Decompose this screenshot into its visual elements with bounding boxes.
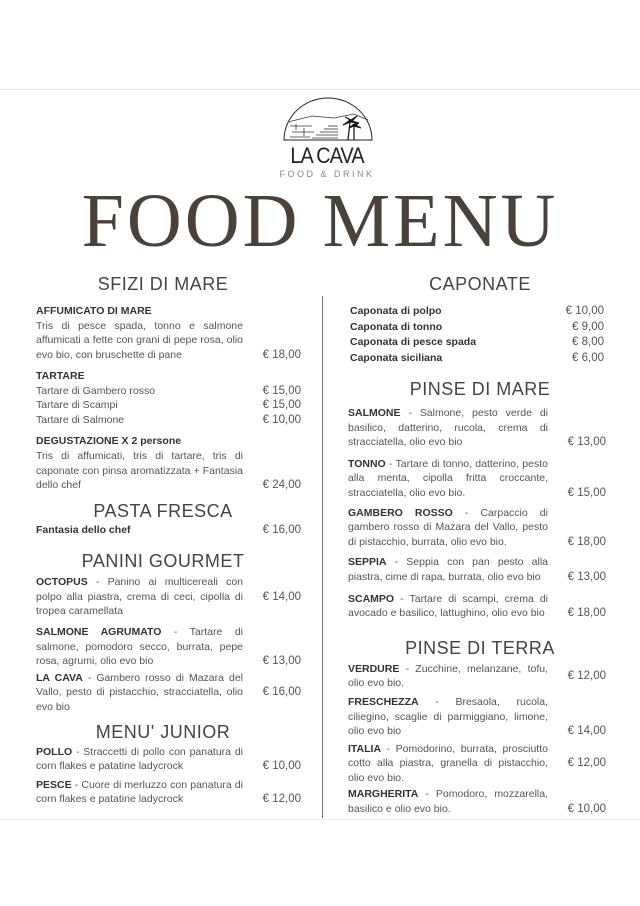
item-desc: - Tartare di tonno, datterino, pesto alla menta, cipolla fritta croccante, stracciatella, olio evo bio. — [348, 457, 548, 499]
item-name: LA CAVA — [36, 671, 83, 684]
item-name: DEGUSTAZIONE X 2 persone — [36, 435, 182, 448]
item-name: SALMONE AGRUMATO — [36, 626, 162, 639]
menu-item — [350, 335, 604, 351]
item-price: € 16,00 — [262, 523, 301, 536]
menu-item — [36, 778, 301, 807]
page-title: FOOD MENU — [81, 179, 559, 263]
item-name: Fantasia dello chef — [36, 523, 131, 536]
menu-item — [348, 457, 606, 501]
menu-item — [36, 523, 301, 538]
item-price: € 18,00 — [567, 607, 606, 620]
item-desc: - Bresaola, rucola, ciliegino, scaglie di parmiggiano, limone, olio evo bio — [348, 695, 548, 738]
menu-item — [350, 320, 604, 336]
item-name: Tartare di Scampi — [36, 399, 118, 412]
item-name: TARTARE — [36, 370, 85, 383]
section-title-pinse-terra: PINSE DI TERRA — [405, 637, 555, 658]
item-desc: - Cuore di merluzzo con panatura di corn flakes e patatine ladycrock — [36, 778, 243, 806]
item-price: € 24,00 — [262, 479, 301, 492]
item-name: Caponata siciliana — [350, 351, 443, 364]
item-price: € 13,00 — [567, 436, 606, 449]
item-desc: Tris di pesce spada, tonno e salmone affumicati a fette con grani di pepe rosa, olio evo bio, con bruschette di pane — [36, 319, 243, 361]
item-price: € 9,00 — [572, 320, 604, 333]
item-price: € 10,00 — [565, 305, 604, 317]
menu-item — [36, 304, 301, 362]
section-title-pinse-mare: PINSE DI MARE — [409, 379, 551, 399]
item-name: VERDURE — [348, 662, 400, 675]
item-price: € 16,00 — [262, 686, 301, 699]
menu-item — [348, 406, 606, 450]
item-name: Tartare di Gambero rosso — [36, 384, 156, 397]
section-title-junior: MENU' JUNIOR — [95, 721, 231, 742]
menu-item — [36, 625, 301, 669]
item-desc: - Zucchine, melanzane, tofu, olio evo bio. — [348, 662, 548, 690]
menu-item — [348, 695, 606, 739]
item-desc: - Salmone, pesto verde di basilico, datterino, rucola, crema di stracciatella, olio evo bio — [348, 407, 548, 449]
menu-item — [348, 555, 606, 584]
menu-item — [350, 351, 604, 367]
item-name: AFFUMICATO DI MARE — [36, 305, 152, 317]
menu-item — [36, 413, 301, 428]
tartare-group — [36, 369, 301, 427]
item-name: OCTOPUS — [36, 576, 88, 589]
item-price: € 18,00 — [262, 348, 301, 361]
item-price: € 14,00 — [262, 590, 301, 603]
menu-item — [348, 506, 606, 550]
item-price: € 13,00 — [567, 570, 606, 583]
item-price: € 8,00 — [572, 336, 604, 348]
item-name: POLLO — [36, 745, 73, 758]
item-desc: - Panino ai multicereali con polpo alla piastra, crema di ceci, cipolla di tropea caramellata — [36, 576, 243, 618]
menu-item — [36, 671, 301, 715]
section-title-sfizi: SFIZI DI MARE — [97, 274, 229, 294]
menu-item — [350, 304, 604, 320]
section-title-pasta: PASTA FRESCA — [93, 500, 233, 521]
item-desc: - Pomodorino, burrata, prosciutto cotto alla piastra, granella di pistacchio, olio evo bio. — [348, 742, 548, 784]
item-price: € 15,00 — [567, 486, 606, 499]
item-name: Caponata di tonno — [350, 320, 443, 333]
menu-item — [348, 742, 606, 786]
item-price: € 10,00 — [567, 803, 606, 816]
menu-item — [36, 745, 301, 774]
menu-item — [36, 398, 301, 413]
item-desc: - Tartare di salmone, pomodoro secco, burrata, pepe rosa, agrumi, olio evo bio — [36, 626, 243, 668]
item-price: € 12,00 — [567, 670, 606, 683]
item-price: € 12,00 — [262, 793, 301, 806]
item-desc: Tris di affumicati, tris di tartare, tris di caponate con pinsa aromatizzata + Fantasia dello chef — [36, 449, 243, 492]
item-desc: - Pomodoro, mozzarella, basilico e olio evo bio. — [348, 788, 548, 816]
logo-arch-icon — [282, 96, 374, 142]
item-desc: - Seppia con pan pesto alla piastra, cime di rapa, burrata, olio evo bio — [348, 556, 548, 583]
item-name: Caponata di pesce spada — [350, 336, 477, 348]
item-name: TONNO — [348, 457, 386, 470]
caponate-group — [350, 304, 604, 366]
item-name: SALMONE — [348, 407, 401, 419]
menu-item — [348, 787, 606, 816]
item-price: € 10,00 — [262, 413, 301, 426]
item-price: € 15,00 — [262, 399, 301, 412]
item-name: GAMBERO ROSSO — [348, 506, 453, 519]
item-name: SCAMPO — [348, 592, 395, 605]
section-title-caponate: CAPONATE — [429, 274, 531, 294]
menu-item — [36, 434, 301, 492]
brand-tagline: FOOD & DRINK — [279, 169, 375, 179]
brand-name: LA CAVA — [290, 143, 364, 168]
item-price: € 15,00 — [262, 384, 301, 397]
item-name: MARGHERITA — [348, 788, 419, 801]
column-divider — [322, 296, 323, 818]
item-price: € 6,00 — [572, 351, 604, 364]
item-price: € 14,00 — [567, 725, 606, 738]
left-column — [36, 274, 301, 807]
item-price: € 13,00 — [262, 655, 301, 668]
item-price: € 18,00 — [567, 535, 606, 548]
item-name: Caponata di polpo — [350, 305, 442, 317]
item-price: € 12,00 — [567, 757, 606, 770]
item-name: FRESCHEZZA — [348, 695, 419, 708]
item-name: ITALIA — [348, 742, 382, 755]
item-desc: - Tartare di scampi, crema di avocado e basilico, lattughino, olio evo bio — [348, 592, 548, 620]
item-name: SEPPIA — [348, 556, 387, 569]
menu-item — [348, 592, 606, 621]
item-name: Tartare di Salmone — [36, 413, 125, 426]
section-title-panini: PANINI GOURMET — [81, 551, 245, 572]
menu-item — [36, 575, 301, 619]
item-desc: - Carpaccio di gambero rosso di Mazara del Vallo, pesto di pistacchio, burrata, olio evo bio. — [348, 506, 548, 548]
item-price: € 10,00 — [262, 760, 301, 773]
item-desc: - Straccetti di pollo con panatura di corn flakes e patatine ladycrock — [36, 745, 243, 773]
menu-item — [348, 662, 606, 691]
right-column — [348, 274, 606, 817]
menu-item — [36, 384, 301, 399]
item-desc: - Gambero rosso di Mazara del Vallo, pesto di pistacchio, stracciatella, olio evo bio — [36, 671, 243, 713]
item-name: PESCE — [36, 778, 72, 791]
